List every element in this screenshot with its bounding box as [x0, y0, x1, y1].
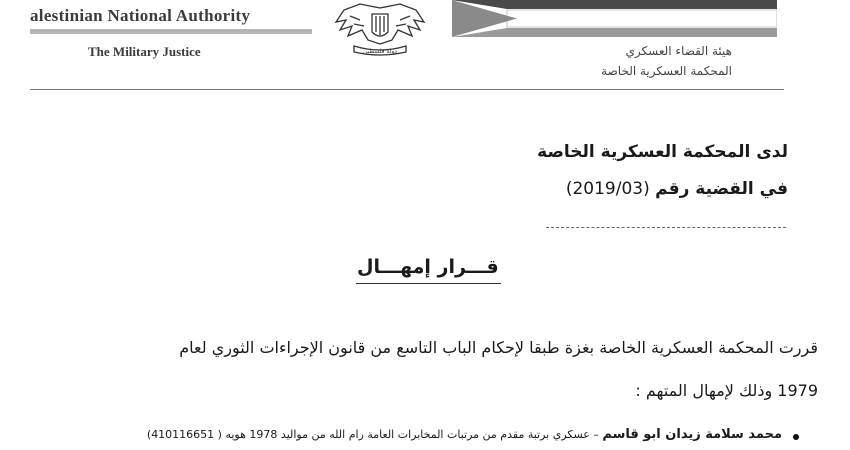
authority-underline-bar — [30, 29, 312, 34]
bullet-icon — [793, 434, 799, 440]
decision-paragraph-line2: 1979 وذلك لإمهال المتهم : — [635, 381, 818, 400]
military-justice-en: The Military Justice — [88, 44, 201, 59]
decision-paragraph-line1: قررت المحكمة العسكرية الخاصة بغزة طبقا لإحكام الباب التاسع من قانون الإجراءات الثوري لعام — [179, 338, 818, 357]
court-name: لدى المحكمة العسكرية الخاصة — [537, 142, 788, 162]
accused-entry — [147, 427, 782, 442]
court-name-ar-header: المحكمة العسكرية الخاصة — [601, 64, 732, 78]
dashed-divider — [546, 227, 786, 228]
emblem-caption: دولة فلسطين — [362, 48, 398, 55]
case-number: (2019/03) — [565, 179, 650, 199]
title-underline — [356, 283, 501, 284]
eagle-emblem-icon — [330, 0, 430, 58]
authority-name-ar: هيئة القضاء العسكري — [625, 44, 732, 58]
case-label: في القضية رقم — [655, 179, 788, 199]
decision-title: قـــرار إمهـــال — [357, 256, 499, 278]
accused-details: – عسكري برتبة مقدم من مرتبات المخابرات العامة رام الله من مواليد 1978 هويه ( 410116651) — [146, 428, 599, 441]
header-divider — [30, 89, 784, 90]
authority-name-en: alestinian National Authority — [30, 6, 251, 25]
case-reference — [566, 179, 788, 199]
palestine-flag-icon — [452, 0, 777, 38]
accused-name: محمد سلامة زيدان ابو قاسم — [602, 427, 782, 442]
